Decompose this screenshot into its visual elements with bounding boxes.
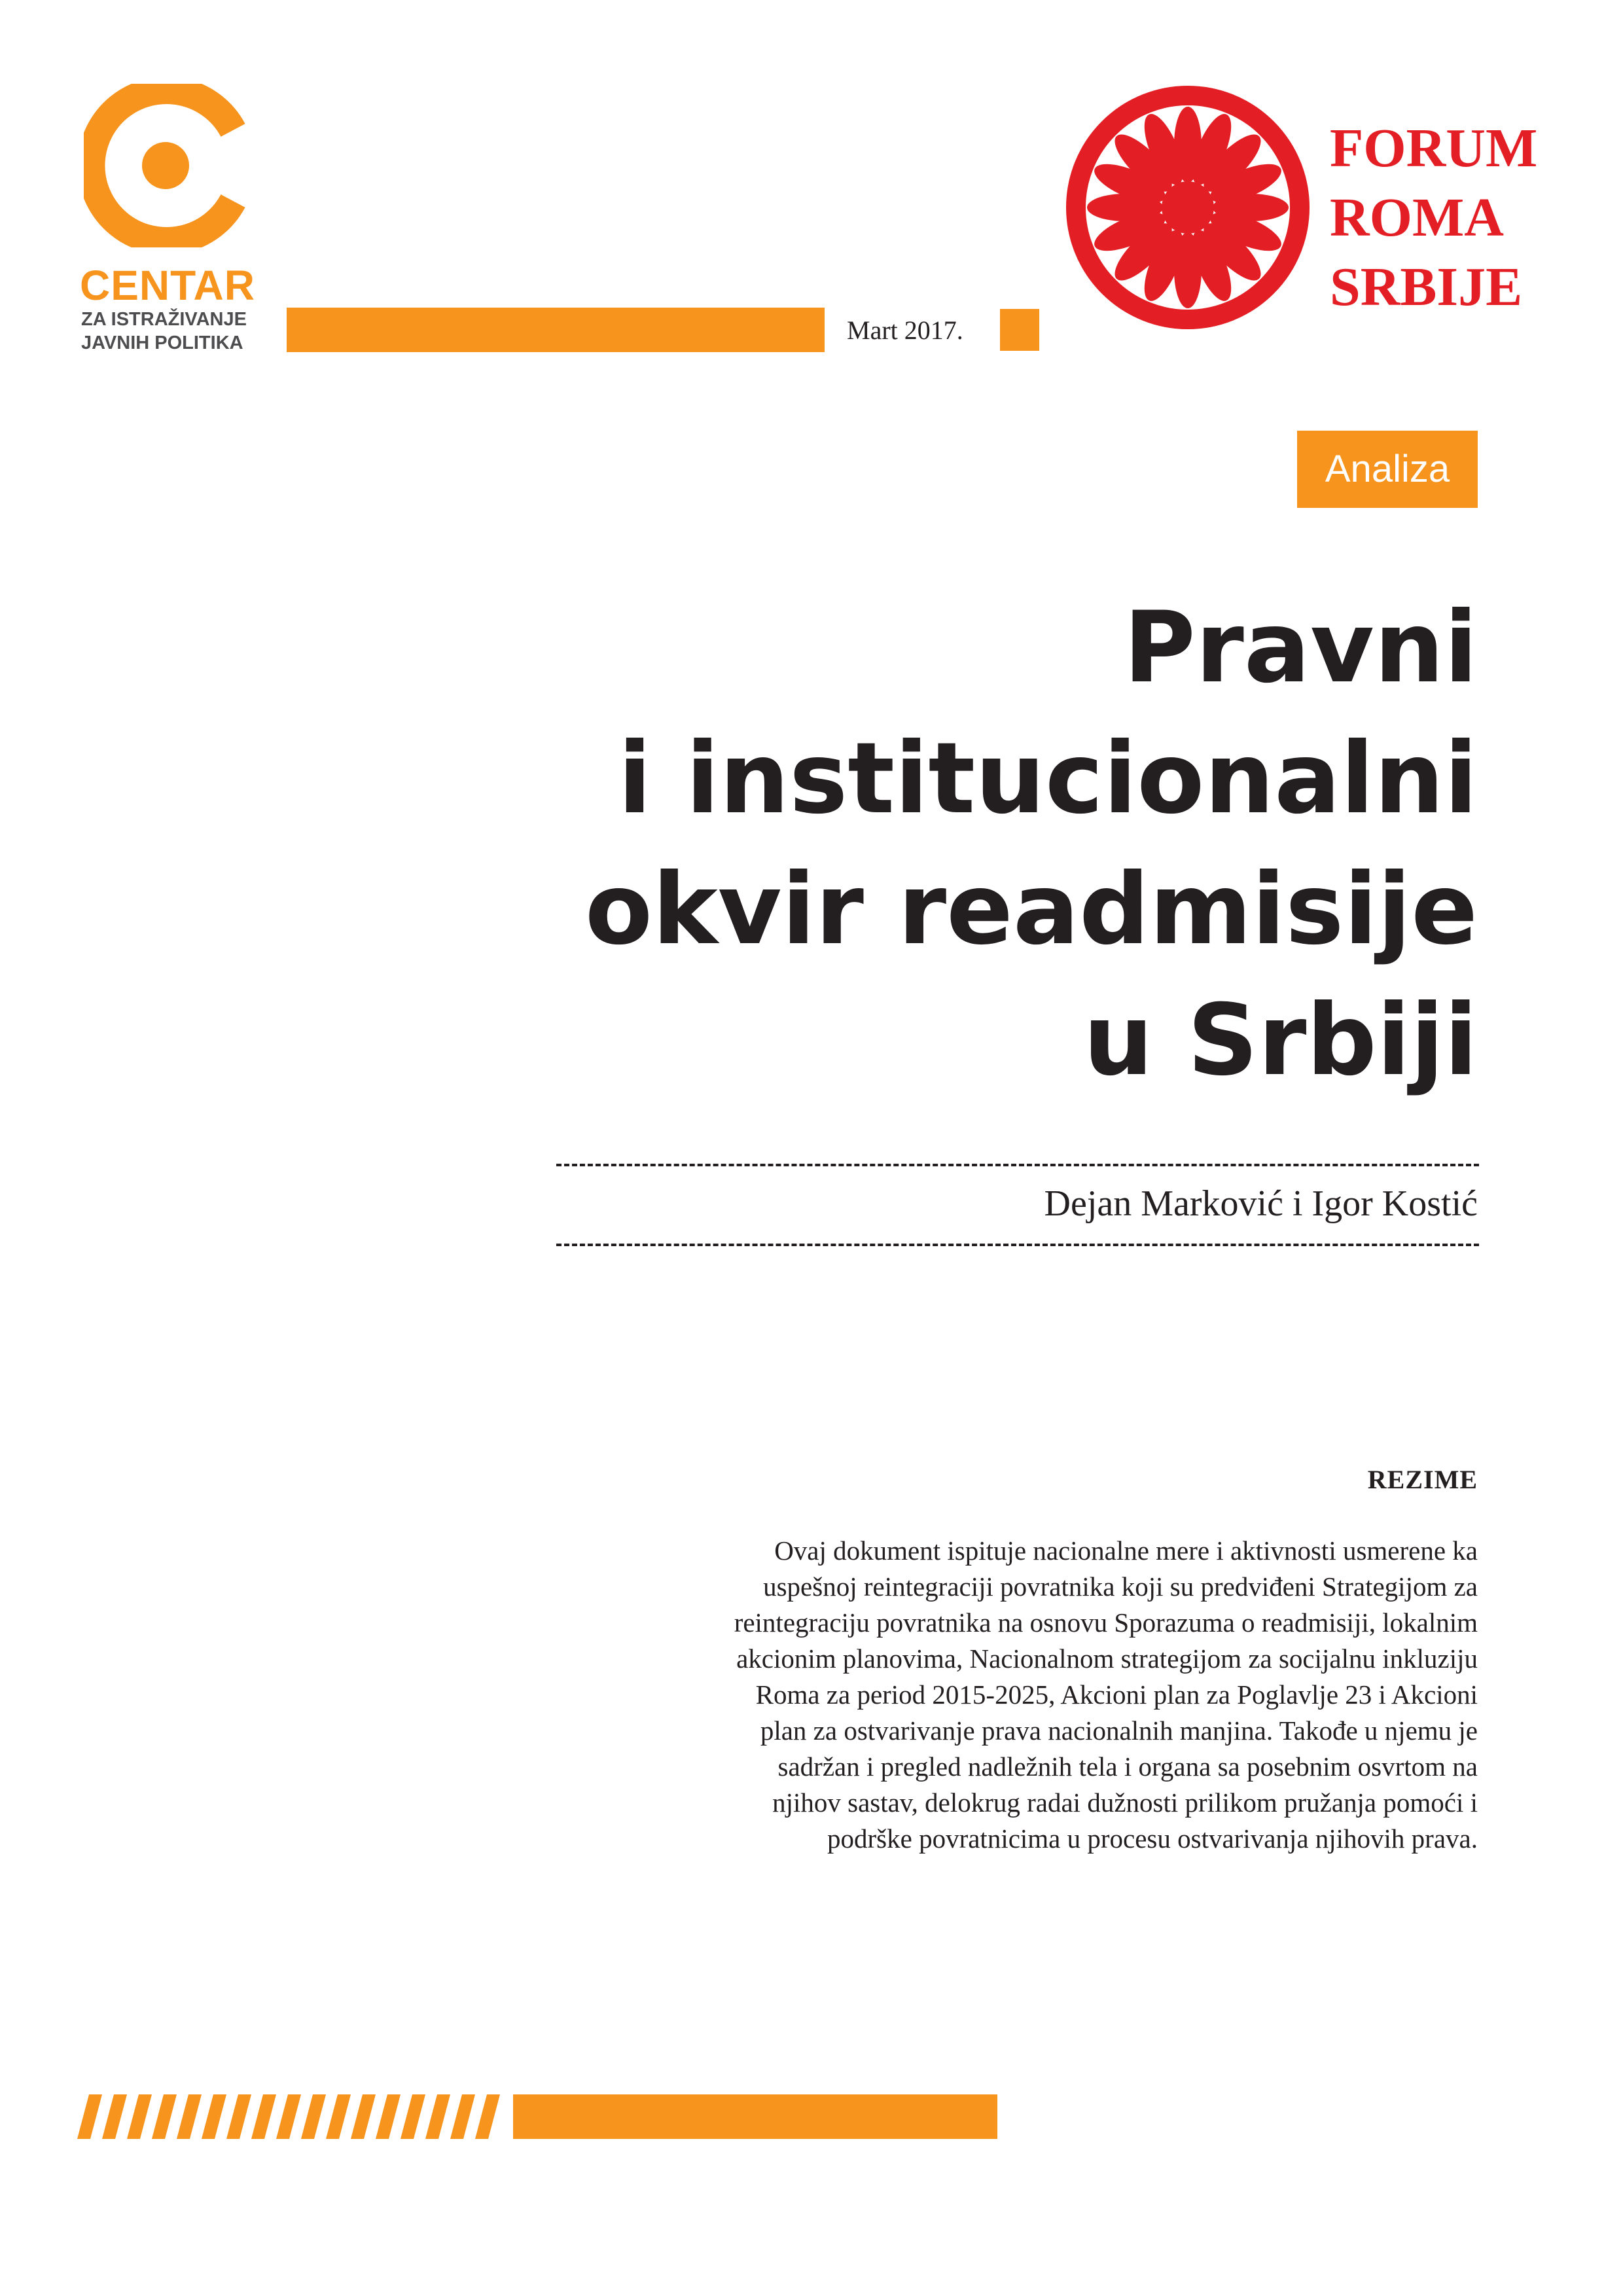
summary-line: reintegraciju povratnika na osnovu Sporazuma o readmisiji, lokalnim xyxy=(734,1607,1478,1638)
summary-line: sadržan i pregled nadležnih tela i organa sa posebnim osvrtom na xyxy=(777,1751,1478,1782)
document-authors: Dejan Marković i Igor Kostić xyxy=(1044,1183,1478,1224)
summary-line: plan za ostvarivanje prava nacionalnih manjina. Takođe u njemu je xyxy=(760,1715,1478,1746)
summary-line: akcionim planovima, Nacionalnom strategijom za socijalnu inkluziju xyxy=(736,1643,1478,1674)
centar-logo-subtitle-1: ZA ISTRAŽIVANJE xyxy=(81,309,247,330)
summary-line: podrške povratnicima u procesu ostvarivanja njihovih prava. xyxy=(827,1823,1478,1854)
header-orange-bar xyxy=(287,308,825,352)
summary-line: Roma za period 2015-2025, Akcioni plan za Poglavlje 23 i Akcioni xyxy=(755,1679,1478,1710)
centar-logo-name: CENTAR xyxy=(80,262,255,309)
publication-date: Mart 2017. xyxy=(847,315,963,345)
title-line-3: okvir readmisije xyxy=(584,853,1478,967)
footer-striped-bar xyxy=(77,2094,513,2139)
document-type-badge: Analiza xyxy=(1297,431,1478,508)
summary-line: njihov sastav, delokrug radai dužnosti prilikom pružanja pomoći i xyxy=(772,1787,1478,1818)
summary-heading: REZIME xyxy=(1367,1465,1478,1494)
document-title xyxy=(431,583,1478,1106)
authors-bottom-dashed-rule xyxy=(556,1244,1479,1246)
roma-wheel-icon xyxy=(1063,82,1313,332)
forum-roma-logo-line-2: ROMA xyxy=(1330,187,1504,248)
title-line-2: i institucionalni xyxy=(618,722,1478,836)
centar-ring-icon xyxy=(84,84,247,247)
summary-line: uspešnoj reintegraciji povratnika koji su predviđeni Strategijom za xyxy=(763,1571,1478,1602)
title-line-4: u Srbiji xyxy=(1083,984,1478,1098)
forum-roma-logo-line-1: FORUM xyxy=(1330,118,1538,179)
summary-line: Ovaj dokument ispituje nacionalne mere i aktivnosti usmerene ka xyxy=(774,1535,1478,1566)
title-line-1: Pravni xyxy=(1123,591,1478,705)
forum-roma-logo-line-3: SRBIJE xyxy=(1330,257,1523,317)
authors-top-dashed-rule xyxy=(556,1164,1479,1166)
header-orange-square xyxy=(1000,309,1039,351)
summary-body xyxy=(627,1533,1478,1857)
centar-logo-subtitle-2: JAVNIH POLITIKA xyxy=(81,332,243,353)
footer-orange-bar xyxy=(513,2094,997,2139)
